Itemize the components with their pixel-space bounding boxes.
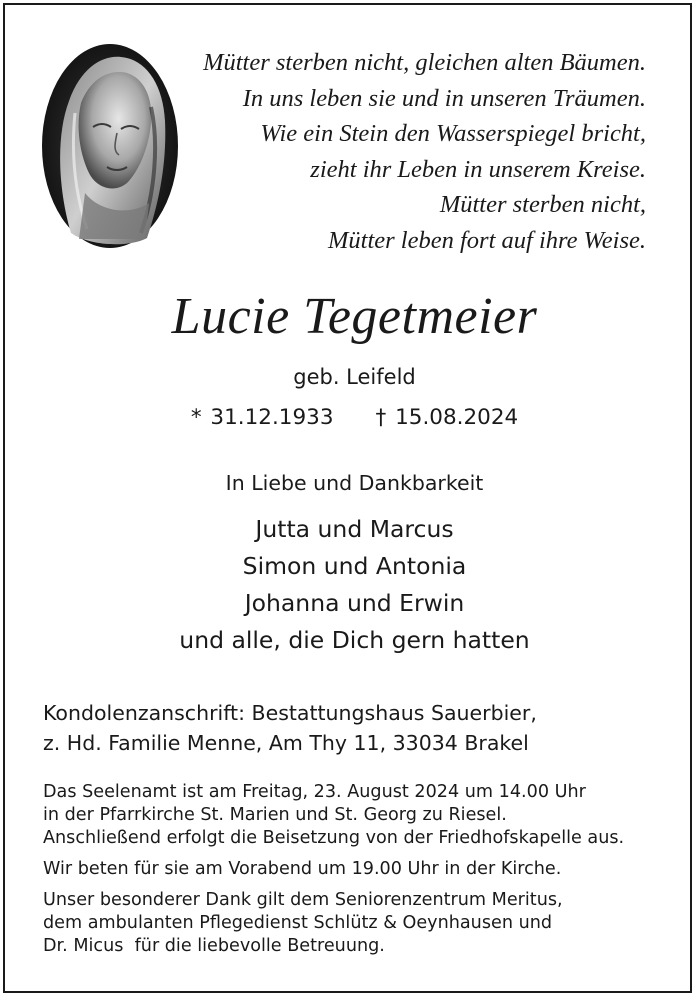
- birth-date: * 31.12.1933: [190, 405, 334, 430]
- thanks-line: Dr. Micus für die liebevolle Betreuung.: [43, 936, 385, 956]
- life-dates: [5, 405, 699, 430]
- mourner-name: Jutta und Marcus: [255, 515, 454, 543]
- mourner-name: Simon und Antonia: [242, 552, 467, 580]
- service-line: Das Seelenamt ist am Freitag, 23. August 2024 um 14.00 Uhr: [43, 782, 586, 802]
- address-line: z. Hd. Familie Menne, Am Thy 11, 33034 Brakel: [43, 731, 529, 755]
- maiden-name: geb. Leifeld: [293, 365, 416, 389]
- address-line: Kondolenzanschrift: Bestattungshaus Sauerbier,: [43, 701, 537, 725]
- mourners-list: [5, 511, 699, 659]
- death-date: † 15.08.2024: [375, 405, 519, 430]
- memorial-poem: [203, 45, 646, 258]
- mourner-name: und alle, die Dich gern hatten: [179, 626, 530, 654]
- poem-line: In uns leben sie und in unseren Träumen.: [242, 84, 646, 112]
- obituary-notice: [3, 3, 692, 993]
- service-details: [43, 781, 624, 958]
- mourners-intro: In Liebe und Dankbarkeit: [225, 471, 484, 495]
- thanks-line: Unser besonderer Dank gilt dem Seniorenzentrum Meritus,: [43, 890, 563, 910]
- deceased-name: Lucie Tegetmeier: [171, 288, 538, 345]
- poem-line: Wie ein Stein den Wasserspiegel bricht,: [260, 120, 646, 147]
- poem-line: Mütter sterben nicht, gleichen alten Bäumen.: [203, 49, 646, 76]
- condolence-address: [43, 698, 537, 758]
- poem-line: Mütter sterben nicht,: [439, 191, 646, 218]
- service-line: in der Pfarrkirche St. Marien und St. Georg zu Riesel.: [43, 805, 507, 825]
- poem-line: zieht ihr Leben in unserem Kreise.: [310, 155, 646, 183]
- prayer-line: Wir beten für sie am Vorabend um 19.00 Uhr in der Kirche.: [43, 859, 562, 879]
- thanks-line: dem ambulanten Pflegedienst Schlütz & Oeynhausen und: [43, 913, 553, 933]
- service-line: Anschließend erfolgt die Beisetzung von der Friedhofskapelle aus.: [43, 828, 625, 848]
- mourner-name: Johanna und Erwin: [244, 589, 465, 617]
- poem-line: Mütter leben fort auf ihre Weise.: [328, 226, 646, 254]
- madonna-relief-icon: [41, 43, 179, 249]
